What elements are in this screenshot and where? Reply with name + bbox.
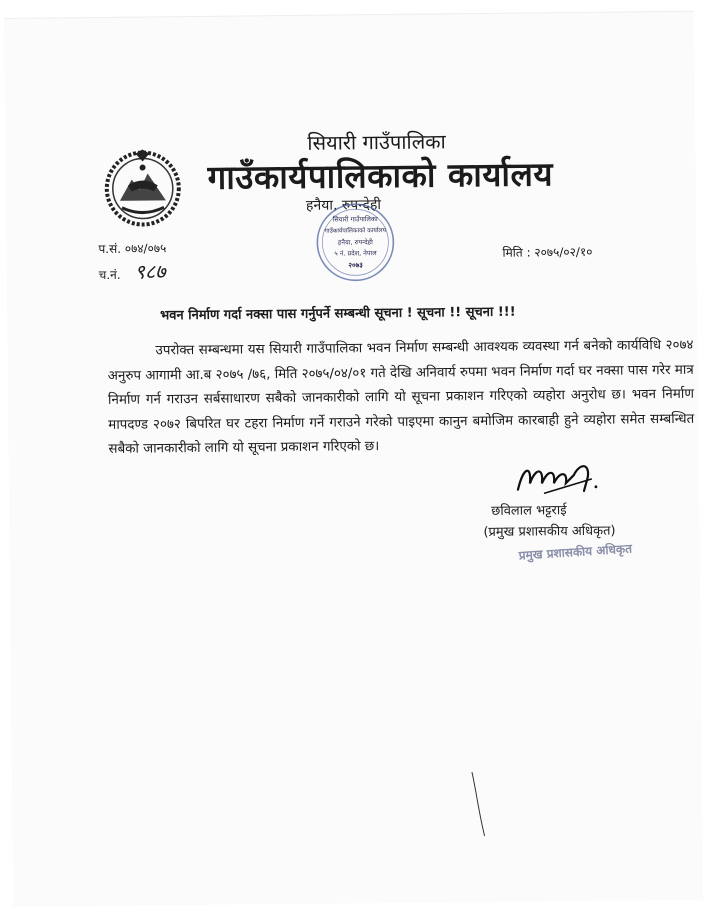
dispatch-number: ९८७ (134, 259, 166, 284)
designation-stamp: प्रमुख प्रशासकीय अधिकृत (518, 541, 633, 563)
office-title: गाउँकार्यपालिकाको कार्यालय (207, 154, 554, 197)
dispatch-number-row (99, 257, 166, 285)
office-stamp (312, 201, 399, 284)
stamp-line-4: ५ नं. प्रदेश, नेपाल (334, 249, 377, 258)
stamp-line-5: २०७३ (348, 261, 363, 270)
stamp-line-1: सियारी गाउँपालिका (332, 215, 378, 224)
stamp-line-2: गाउँकार्यपालिकाको कार्यालय (324, 227, 386, 235)
nepal-emblem-icon (101, 145, 184, 228)
signature-icon (514, 457, 604, 498)
letter-number: प.सं. ०७४/०७५ (98, 241, 167, 257)
letter-sheet (4, 11, 703, 907)
dispatch-label: च.नं. (98, 267, 121, 283)
pen-mark (468, 770, 489, 840)
notice-body (107, 334, 694, 463)
signatory-name: छविलाल भट्टराई (491, 503, 567, 519)
notice-subject: भवन निर्माण गर्दा नक्सा पास गर्नुपर्ने सम्बन्धी सूचना ! सूचना !! सूचना !!! (160, 304, 516, 324)
municipality-name: सियारी गाउँपालिका (307, 129, 446, 155)
signatory-designation: (प्रमुख प्रशासकीय अधिकृत) (483, 523, 616, 541)
stamp-line-3: हनैया, रुपन्देही (337, 238, 373, 247)
letter-date: मिति : २०७५/०२/१० (502, 244, 593, 260)
office-address: हनैया, रुपन्देही (305, 197, 382, 214)
notice-paragraph: उपरोक्त सम्बन्धमा यस सियारी गाउँपालिका भवन निर्माण सम्बन्धी आवश्यक व्यवस्था गर्न बनेको कार्यविधि २०७४ अनुरुप आगामी आ.ब २०७५ /७६, मिति २०७५/०४/०१ गते देखि अनिवार्य रुपमा भवन निर्माण गर्दा घर नक्सा पास गरेर मात्र निर्माण गर्न गराउन सर्बसाधारण सबैको जानकारीको लागि यो सूचना प्रकाशन गरिएको व्यहोरा अनुरोध छ। भवन निर्माण मापदण्ड २०७२ बिपरित घर टहरा निर्माण गर्ने गराउने गरेको पाइएमा कानुन बमोजिम कारबाही हुने व्यहोरा समेत सम्बन्धित सबैको जानकारीको लागि यो सूचना प्रकाशन गरिएको छ। (107, 337, 695, 457)
